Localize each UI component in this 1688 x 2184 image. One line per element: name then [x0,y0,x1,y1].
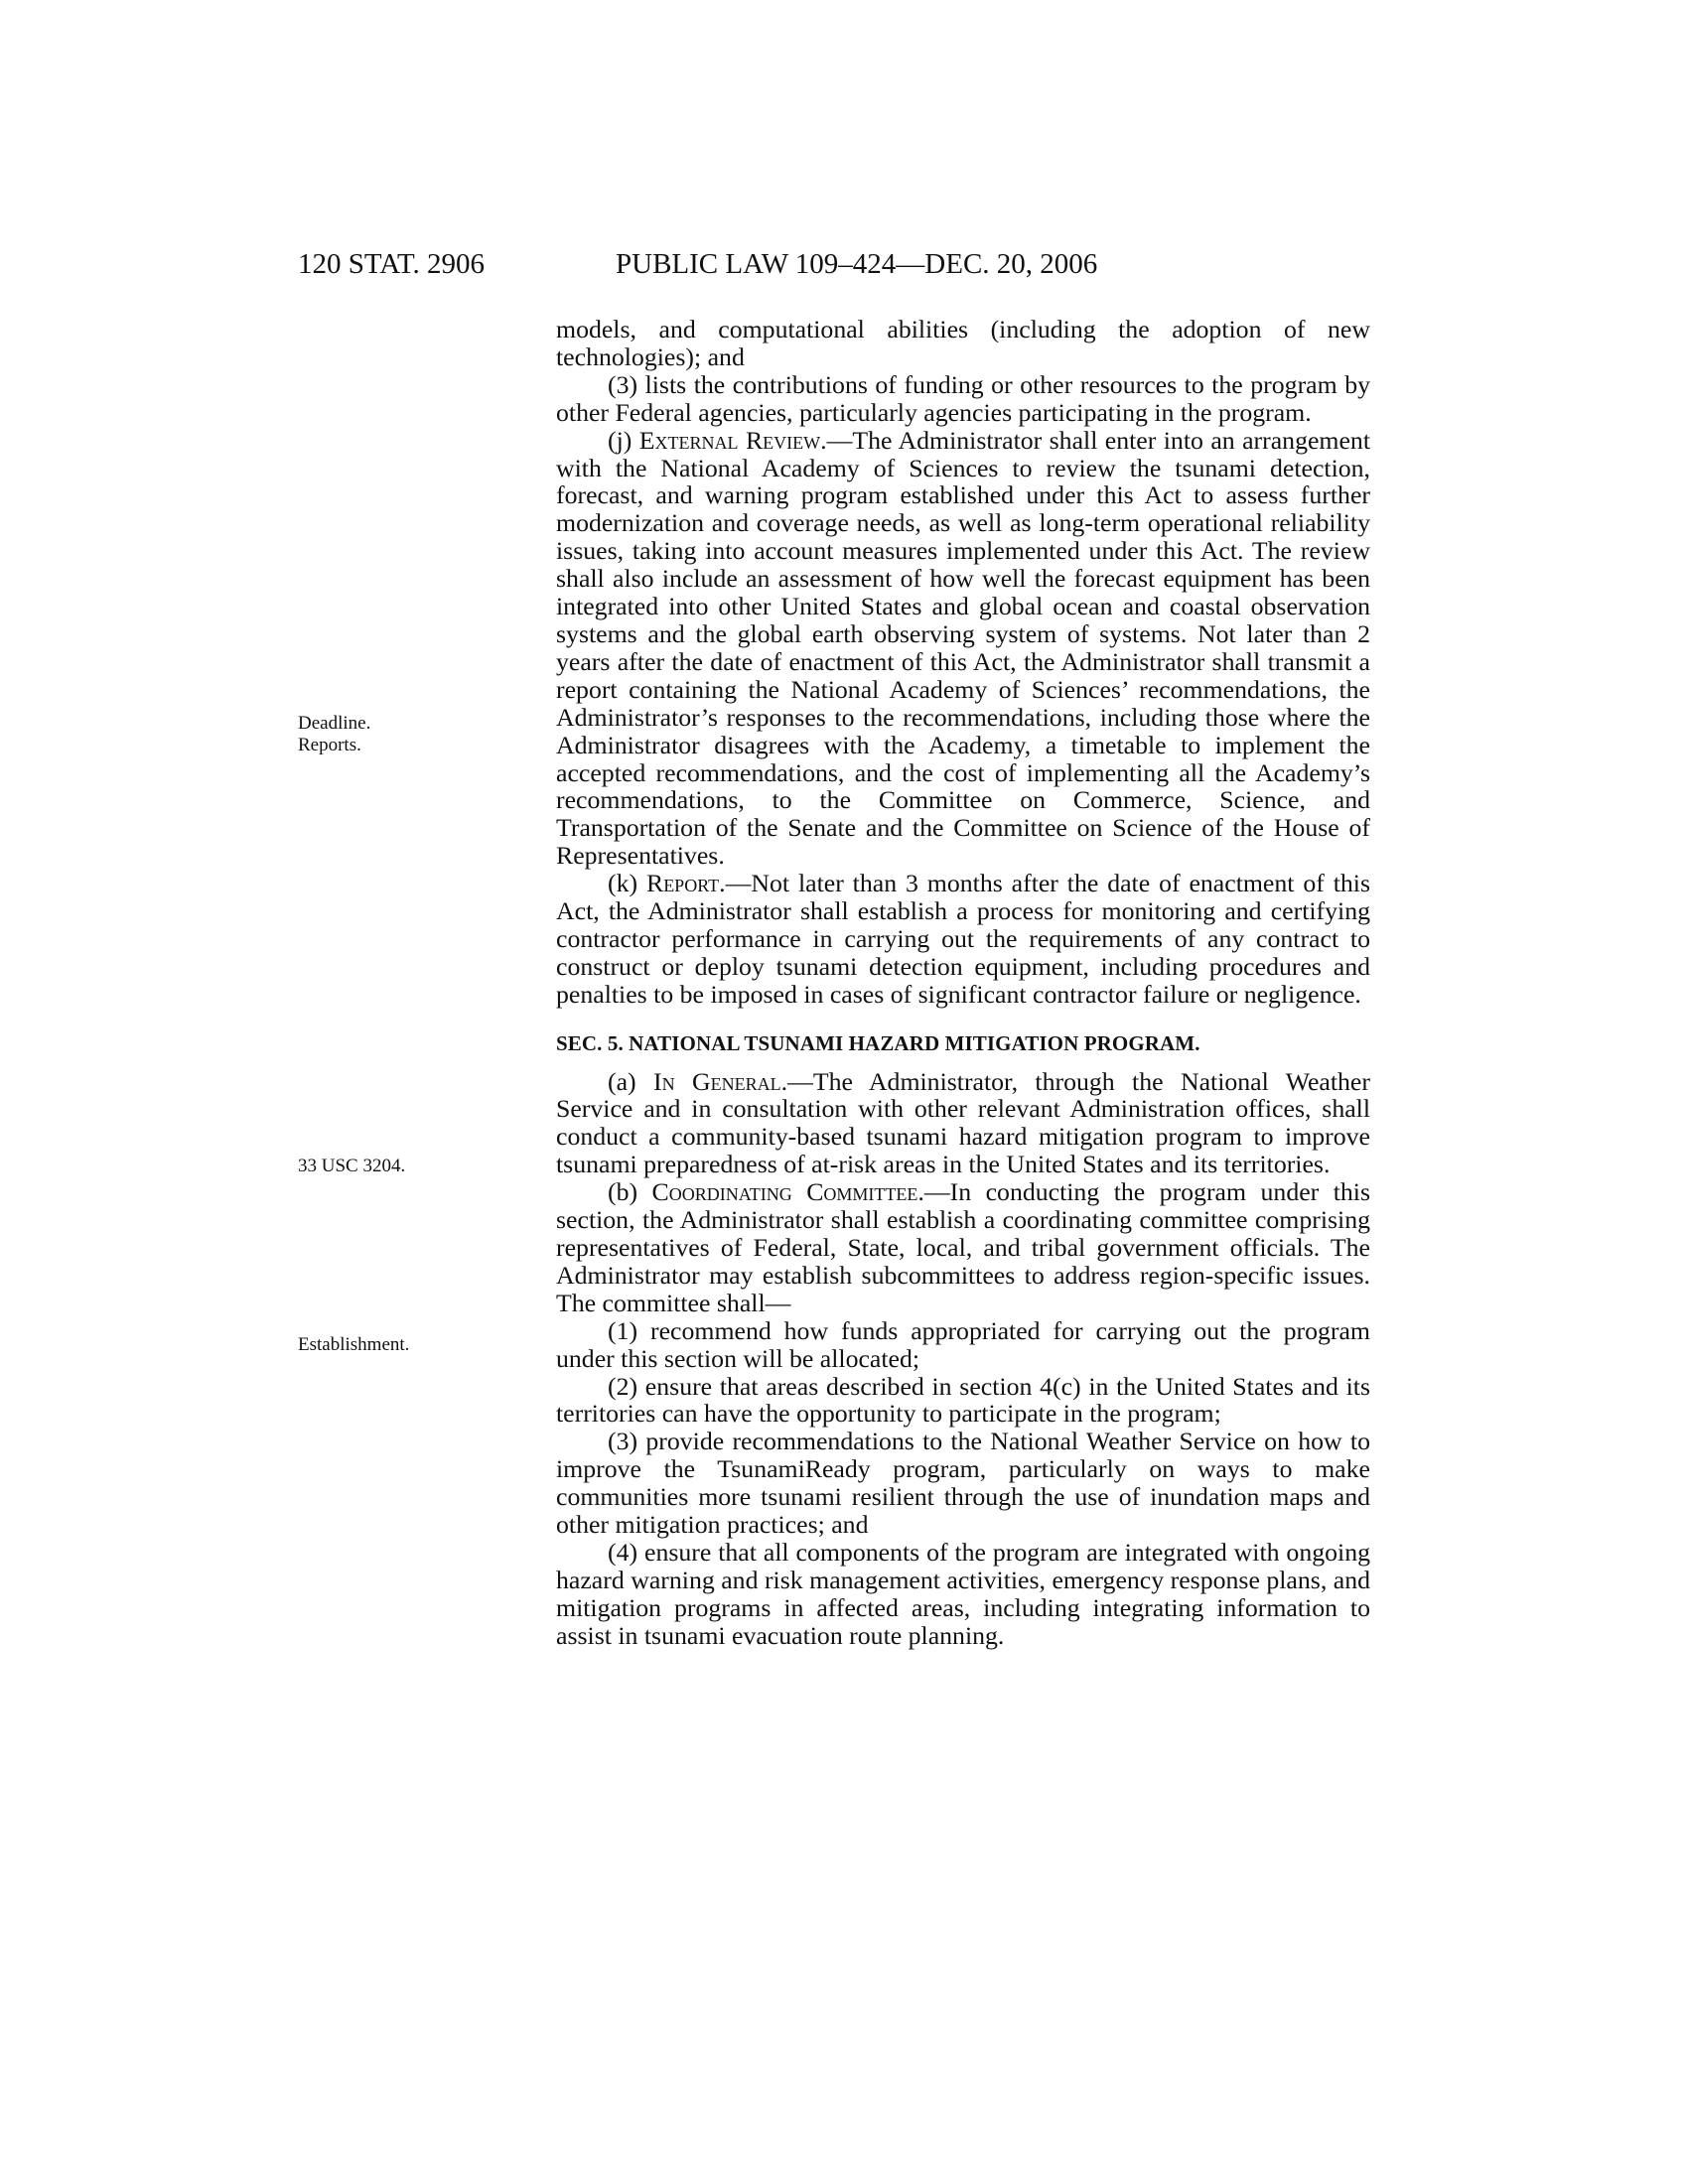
subsection-heading-k: Report [645,869,720,898]
paragraph-j [556,427,1370,871]
subsection-label-k: (k) [608,869,646,898]
paragraph-b2: (2) ensure that areas described in section 4(c) in the United States and its territories can have the opportunity to participate in the program; [556,1371,1370,1429]
margin-note-usc: 33 USC 3204. [298,1156,406,1176]
paragraph-continuation: models, and computational abilities (including the adoption of new technologies); and [556,315,1370,371]
public-law-citation: PUBLIC LAW 109–424—DEC. 20, 2006 [616,248,1098,280]
subsection-heading-j: External Review [638,425,821,455]
margin-note-deadline-reports [298,713,370,756]
paragraph-a [556,1068,1370,1179]
subsection-heading-b: Coordinating Committee [651,1177,918,1207]
subsection-label-a: (a) [608,1066,654,1096]
subsection-label-j: (j) [608,425,639,455]
stat-citation: 120 STAT. 2906 [298,248,486,280]
paragraph-b3: (3) provide recommendations to the National Weather Service on how to improve the TsunamiReady program, particularly on ways to make communities more tsunami resilient through the use of inundation maps and other mitigation practices; and [556,1427,1370,1540]
section-heading: SEC. 5. NATIONAL TSUNAMI HAZARD MITIGATION PROGRAM. [556,1030,1200,1055]
page-header [0,248,1688,288]
subsection-heading-a: In General [653,1066,781,1096]
body-text [556,316,1370,1650]
subsection-label-b: (b) [608,1177,652,1207]
paragraph-b [556,1178,1370,1317]
subsection-text-a: .—The Administrator, through the National Weather Service and in consultation with other relevant Administration offices, shall conduct a community-based tsunami hazard mitigation program to improve tsunami preparedness of at-risk areas in the United States and its territories. [556,1066,1370,1179]
paragraph-b4: (4) ensure that all components of the program are integrated with ongoing hazard warning and risk management activities, emergency response plans, and mitigation programs in affected areas, including integrating information to assist in tsunami evacuation route planning. [556,1537,1370,1650]
paragraph-b1: (1) recommend how funds appropriated for carrying out the program under this section will be allocated; [556,1315,1370,1373]
paragraph-k [556,870,1370,1009]
margin-note-reports: Reports. [298,735,361,755]
subsection-text-j: .—The Administrator shall enter into an arrangement with the National Academy of Sciences to review the tsunami detection, forecast, and warning program established under this Act to assess further modernization and coverage needs, as well as long-term operational reliability issues, taking into account measures implemented under this Act. The review shall also include an assessment of how well the forecast equipment has been integrated into other United States and global ocean and coastal observation systems and the global earth observing system of systems. Not later than 2 years after the date of enactment of this Act, the Administrator shall transmit a report containing the National Academy of Sciences’ recommendations, the Administrator’s responses to the recommendations, including those where the Administrator disagrees with the Academy, a timetable to implement the accepted recommendations, and the cost of implementing all the Academy’s recommendations, to the Committee on Commerce, Science, and Transportation of the Senate and the Committee on Science of the House of Representatives. [556,425,1370,871]
subsection-text-k: .—Not later than 3 months after the date of enactment of this Act, the Administrator shall establish a process for monitoring and certifying contractor performance in carrying out the requirements of any contract to construct or deploy tsunami detection equipment, including procedures and penalties to be imposed in cases of significant contractor failure or negligence. [556,869,1371,1009]
subsection-text-b: .—In conducting the program under this section, the Administrator shall establish a coordinating committee comprising representatives of Federal, State, local, and tribal government officials. The Administrator may establish subcommittees to address region-specific issues. The committee shall— [556,1177,1370,1317]
margin-note-deadline: Deadline. [298,713,371,734]
paragraph-i3: (3) lists the contributions of funding or other resources to the program by other Federal agencies, particularly agencies participating in the program. [556,369,1370,427]
margin-note-establishment: Establishment. [298,1334,410,1355]
